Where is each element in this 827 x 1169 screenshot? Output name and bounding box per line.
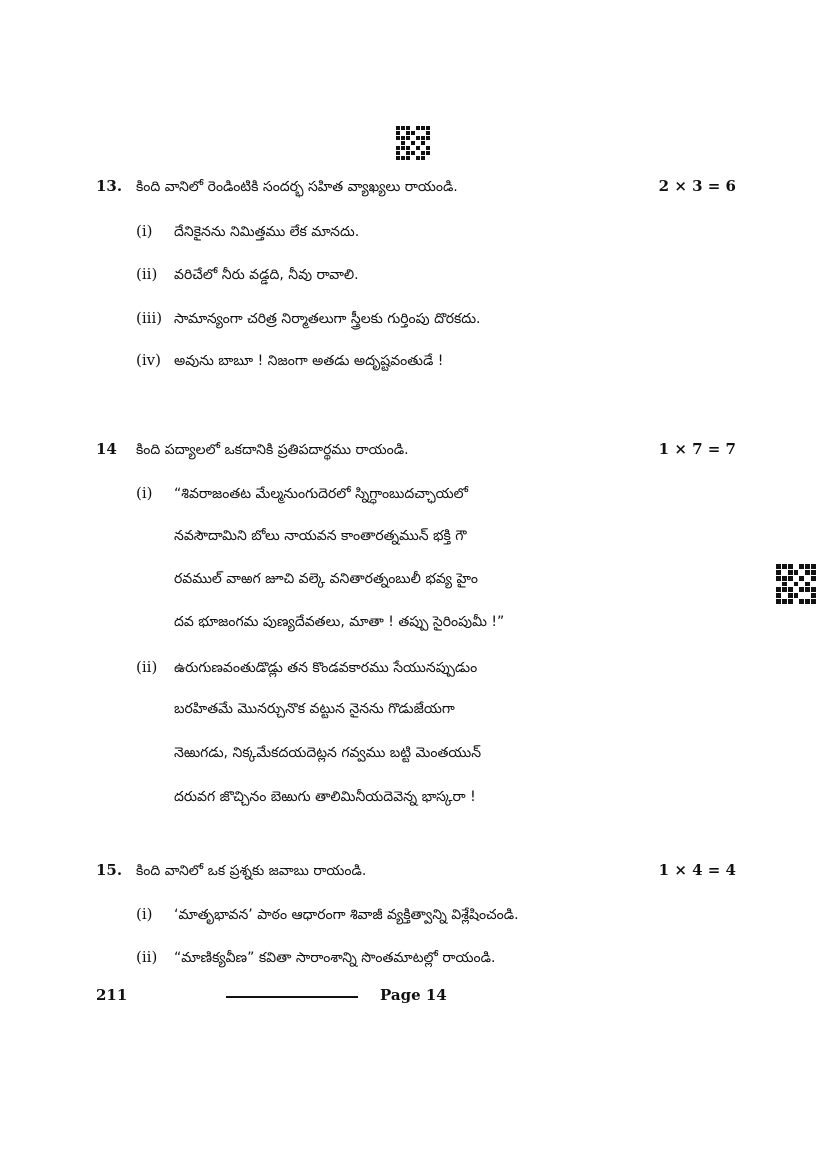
question-13-item-iv bbox=[136, 351, 736, 372]
item-numeral: (i) bbox=[136, 905, 153, 923]
item-numeral: (ii) bbox=[136, 265, 158, 283]
question-marks: 1 × 7 = 7 bbox=[658, 440, 736, 458]
question-marks: 1 × 4 = 4 bbox=[658, 861, 736, 879]
question-15-item-ii bbox=[136, 948, 736, 969]
question-15-item-i bbox=[136, 905, 736, 926]
question-13-item-iii bbox=[136, 309, 736, 330]
item-numeral: (i) bbox=[136, 484, 153, 502]
item-text: సామాన్యంగా చరిత్ర నిర్మాతలుగా స్త్రీలకు గుర్తింపు దొరకదు. bbox=[174, 311, 481, 327]
verse-line: రవముల్ వాఱగ జూచి వల్కె వనితారత్నంబులీ భవ్య హైం bbox=[174, 571, 478, 587]
verse-line: ఉరుగుణవంతుడొడ్లు తన కొండవకారము సేయునప్పుడుం bbox=[174, 660, 478, 676]
question-number: 15. bbox=[96, 861, 123, 879]
item-numeral: (iii) bbox=[136, 309, 163, 327]
question-13-header bbox=[96, 177, 736, 198]
verse-line: దరువగ జొచ్చినం బెఱుగు తాలిమినీయదెవెన్న భాస్కరా ! bbox=[174, 789, 476, 805]
item-text: వరిచేలో నీరు వడ్డది, నీవు రావాలి. bbox=[174, 267, 359, 283]
item-text: “మాణిక్యవీణ” కవితా సారాంశాన్ని సొంతమాటల్లో రాయండి. bbox=[174, 950, 496, 966]
item-numeral: (iv) bbox=[136, 351, 161, 369]
question-13-item-ii bbox=[136, 265, 736, 286]
item-text: దేనికైనను నిమిత్తము లేక మానదు. bbox=[174, 224, 360, 240]
question-15-header bbox=[96, 861, 736, 882]
verse-line: దవ భూజంగమ పుణ్యదేవతలు, మాతా ! తప్పు సైరింపుమీ !” bbox=[174, 614, 505, 630]
item-text: ‘మాతృభావన’ పాఠం ఆధారంగా శివాజీ వ్యక్తిత్వాన్ని విశ్లేషించండి. bbox=[174, 907, 519, 923]
question-number: 13. bbox=[96, 177, 123, 195]
question-13-item-i bbox=[136, 222, 736, 243]
question-prompt: కింది వానిలో రెండింటికి సందర్భ సహిత వ్యాఖ్యలు రాయండి. bbox=[136, 179, 458, 195]
page-number: Page 14 bbox=[380, 986, 447, 1004]
verse-line: బరహితమే మొనర్చునొక వట్టున నైనను గొడుజేయగా bbox=[174, 701, 455, 717]
question-prompt: కింది పద్యాలలో ఒకదానికి ప్రతిపదార్థము రాయండి. bbox=[136, 442, 409, 458]
question-14-item-i bbox=[136, 484, 736, 505]
question-marks: 2 × 3 = 6 bbox=[658, 177, 736, 195]
footer-divider bbox=[226, 996, 358, 998]
verse-line: నెఱుగడు, నిక్కమేకదయదెట్లన గవ్వము బట్టి మెంతయున్ bbox=[174, 745, 482, 761]
qr-code-side bbox=[776, 564, 816, 604]
qr-code-top bbox=[396, 126, 430, 160]
question-14-item-ii bbox=[136, 658, 736, 679]
item-text: అవును బాబూ ! నిజంగా అతడు అదృష్టవంతుడే ! bbox=[174, 353, 444, 369]
question-14-header bbox=[96, 440, 736, 461]
question-prompt: కింది వానిలో ఒక ప్రశ్నకు జవాబు రాయండి. bbox=[136, 863, 367, 879]
paper-code: 211 bbox=[96, 986, 128, 1004]
question-number: 14 bbox=[96, 440, 117, 458]
item-numeral: (ii) bbox=[136, 658, 158, 676]
verse-line: నవసౌదామిని బోలు నాయవన కాంతారత్నమున్ భక్తి గౌ bbox=[174, 528, 467, 544]
verse-line: “శివరాజంతట మేల్మనుంగుదెరలో స్నిగ్ధాంబుదచ్ఛాయలో bbox=[174, 486, 469, 502]
item-numeral: (ii) bbox=[136, 948, 158, 966]
item-numeral: (i) bbox=[136, 222, 153, 240]
